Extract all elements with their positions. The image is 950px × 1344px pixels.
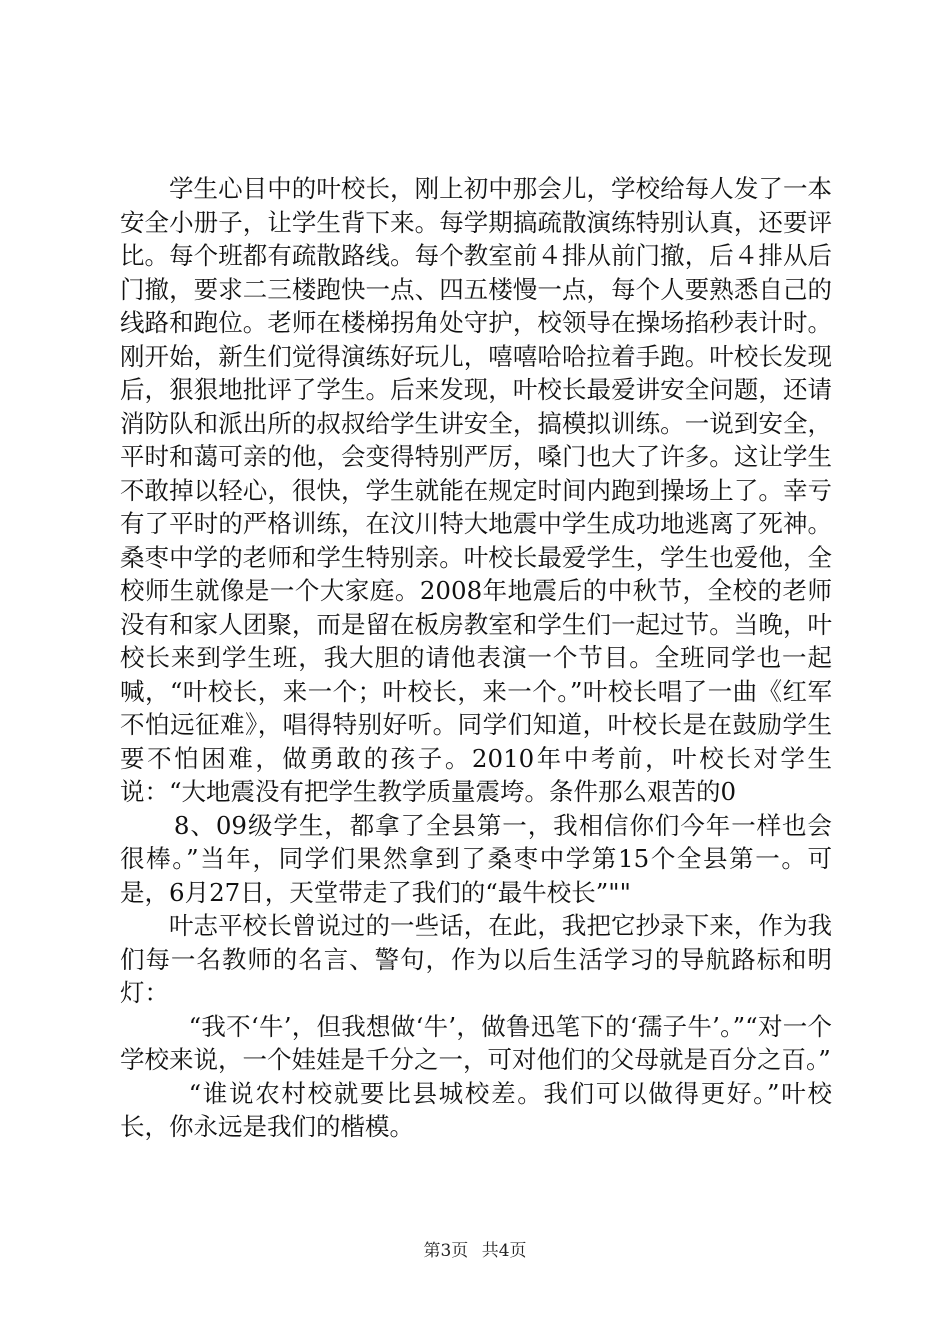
paragraph-5: “谁说农村校就要比县城校差。我们可以做得更好。”叶校长，你永远是我们的楷模。 (120, 1078, 832, 1141)
document-body (120, 172, 832, 1144)
page-number: 第3页 (423, 1241, 469, 1261)
paragraph-1: 学生心目中的叶校长，刚上初中那会儿，学校给每人发了一本安全小册子，让学生背下来。每学期搞疏散演练特别认真，还要评比。每个班都有疏散路线。每个教室前４排从前门撤，后４排从后门撤，要求二三楼跑快一点、四五楼慢一点，每个人要熟悉自己的线路和跑位。老师在楼梯拐角处守护，校领导在操场掐秒表计时。刚开始，新生们觉得演练好玩儿，嘻嘻哈哈拉着手跑。叶校长发现后，狠狠地批评了学生。后来发现，叶校长最爱讲安全问题，还请消防队和派出所的叔叔给学生讲安全，搞模拟训练。一说到安全，平时和蔼可亲的他，会变得特别严厉，嗓门也大了许多。这让学生不敢掉以轻心，很快，学生就能在规定时间内跑到操场上了。幸亏有了平时的严格训练，在汶川特大地震中学生成功地逃离了死神。桑枣中学的老师和学生特别亲。叶校长最爱学生，学生也爱他，全校师生就像是一个大家庭。2008年地震后的中秋节，全校的老师没有和家人团聚，而是留在板房教室和学生们一起过节。当晚，叶校长来到学生班，我大胆的请他表演一个节目。全班同学也一起喊，“叶校长，来一个；叶校长，来一个。”叶校长唱了一曲《红军不怕远征难》，唱得特别好听。同学们知道，叶校长是在鼓励学生要不怕困难，做勇敢的孩子。2010年中考前，叶校长对学生说：“大地震没有把学生教学质量震垮。条件那么艰苦的0 (120, 174, 832, 806)
page-footer (0, 1241, 950, 1261)
page-total: 共4页 (481, 1241, 527, 1261)
paragraph-3: 叶志平校长曾说过的一些话，在此，我把它抄录下来，作为我们每一名教师的名言、警句，作为以后生活学习的导航路标和明灯： (120, 911, 832, 1007)
paragraph-4: “我不‘牛’，但我想做‘牛’，做鲁迅笔下的‘孺子牛’。”“对一个学校来说，一个娃娃是千分之一，可对他们的父母就是百分之百。” (120, 1011, 832, 1074)
paragraph-2: 8、09级学生，都拿了全县第一，我相信你们今年一样也会很棒。”当年，同学们果然拿到了桑枣中学第15个全县第一。可是，6月27日，天堂带走了我们的“最牛校长”"" (120, 810, 832, 907)
